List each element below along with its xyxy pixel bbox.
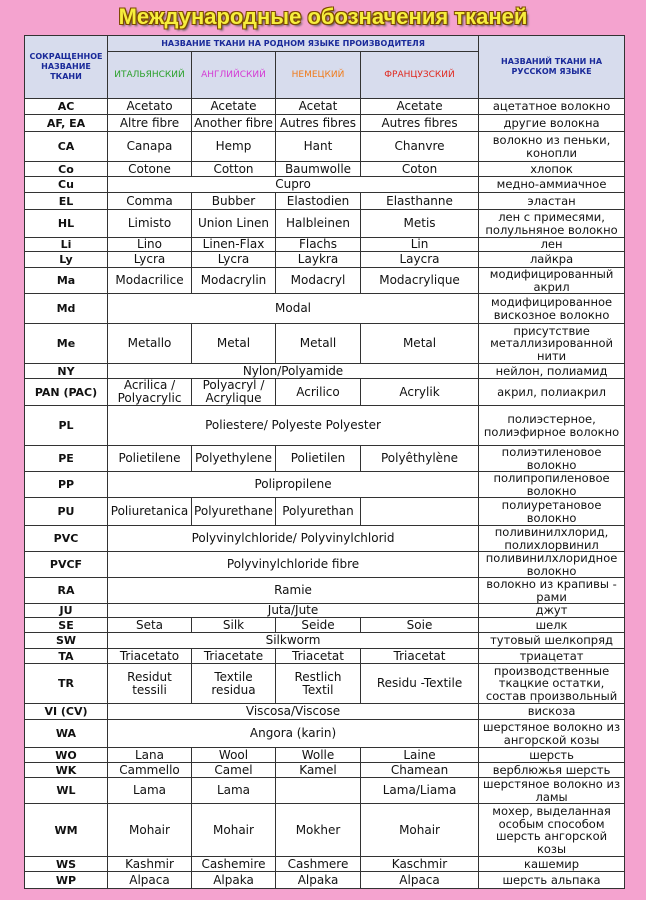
code-cell: WM <box>25 804 108 857</box>
russian-cell: присутствие металлизированной нити <box>479 324 625 364</box>
table-row <box>25 324 625 364</box>
italian-cell: Mohair <box>108 804 192 857</box>
german-cell: Autres fibres <box>276 115 361 132</box>
table-row <box>25 132 625 162</box>
german-cell: Seide <box>276 618 361 633</box>
russian-cell: полиэтиленовое волокно <box>479 446 625 472</box>
header-english: АНГЛИЙСКИЙ <box>192 52 276 99</box>
italian-cell: Residut tessili <box>108 664 192 704</box>
name-span-cell: Polipropilene <box>108 472 479 498</box>
russian-cell: акрил, полиакрил <box>479 379 625 406</box>
russian-cell: шерстяное волокно из ламы <box>479 778 625 804</box>
table-row <box>25 664 625 704</box>
table-row <box>25 115 625 132</box>
table-row <box>25 238 625 252</box>
table-row <box>25 193 625 210</box>
russian-cell: модифицированный акрил <box>479 268 625 294</box>
code-cell: JU <box>25 604 108 618</box>
italian-cell: Comma <box>108 193 192 210</box>
german-cell: Polyurethan <box>276 498 361 526</box>
table-row <box>25 498 625 526</box>
table-row <box>25 633 625 649</box>
russian-cell: другие волокна <box>479 115 625 132</box>
name-span-cell: Nylon/Polyamide <box>108 364 479 379</box>
code-cell: SW <box>25 633 108 649</box>
russian-cell: шелк <box>479 618 625 633</box>
russian-cell: джут <box>479 604 625 618</box>
english-cell: Hemp <box>192 132 276 162</box>
code-cell: Ly <box>25 252 108 268</box>
italian-cell: Lana <box>108 748 192 763</box>
french-cell: Metis <box>361 210 479 238</box>
page-title: Международные обозначения тканей <box>118 4 528 29</box>
code-cell: PL <box>25 406 108 446</box>
italian-cell: Limisto <box>108 210 192 238</box>
table-row <box>25 578 625 604</box>
english-cell: Wool <box>192 748 276 763</box>
french-cell: Lin <box>361 238 479 252</box>
french-cell: Laycra <box>361 252 479 268</box>
german-cell: Cashmere <box>276 857 361 872</box>
italian-cell: Modacrilice <box>108 268 192 294</box>
table-row <box>25 763 625 778</box>
code-cell: AF, EA <box>25 115 108 132</box>
italian-cell: Metallo <box>108 324 192 364</box>
table-row <box>25 857 625 872</box>
russian-cell: волокно из пеньки, конопли <box>479 132 625 162</box>
code-cell: PE <box>25 446 108 472</box>
english-cell: Triacetate <box>192 649 276 664</box>
italian-cell: Seta <box>108 618 192 633</box>
english-cell: Cotton <box>192 162 276 177</box>
english-cell: Polyacryl / Acrylique <box>192 379 276 406</box>
french-cell: Kaschmir <box>361 857 479 872</box>
italian-cell: Canapa <box>108 132 192 162</box>
german-cell: Elastodien <box>276 193 361 210</box>
russian-cell: поливинилхлорид, полихлорвинил <box>479 526 625 552</box>
russian-cell: вискоза <box>479 704 625 720</box>
russian-cell: ацетатное волокно <box>479 99 625 115</box>
russian-cell: шерстяное волокно из ангорской козы <box>479 720 625 748</box>
italian-cell: Alpaca <box>108 872 192 889</box>
table-row <box>25 379 625 406</box>
table-row <box>25 720 625 748</box>
russian-cell: нейлон, полиамид <box>479 364 625 379</box>
table-row <box>25 210 625 238</box>
name-span-cell: Polyvinylchloride/ Polyvinylchlorid <box>108 526 479 552</box>
german-cell: Modacryl <box>276 268 361 294</box>
english-cell: Alpaka <box>192 872 276 889</box>
russian-cell: тутовый шелкопряд <box>479 633 625 649</box>
german-cell <box>276 778 361 804</box>
french-cell: Acetate <box>361 99 479 115</box>
italian-cell: Lycra <box>108 252 192 268</box>
german-cell: Acrilico <box>276 379 361 406</box>
italian-cell: Triacetato <box>108 649 192 664</box>
table-row <box>25 364 625 379</box>
table-row <box>25 252 625 268</box>
english-cell: Acetate <box>192 99 276 115</box>
name-span-cell: Polyvinylchloride fibre <box>108 552 479 578</box>
name-span-cell: Juta/Jute <box>108 604 479 618</box>
table-row <box>25 177 625 193</box>
german-cell: Flachs <box>276 238 361 252</box>
header-french: ФРАНЦУЗСКИЙ <box>361 52 479 99</box>
french-cell: Acrylik <box>361 379 479 406</box>
german-cell: Restlich Textil <box>276 664 361 704</box>
german-cell: Hant <box>276 132 361 162</box>
code-cell: TA <box>25 649 108 664</box>
code-cell: WP <box>25 872 108 889</box>
name-span-cell: Modal <box>108 294 479 324</box>
russian-cell: лайкра <box>479 252 625 268</box>
german-cell: Wolle <box>276 748 361 763</box>
code-cell: PAN (PAC) <box>25 379 108 406</box>
german-cell: Halbleinen <box>276 210 361 238</box>
italian-cell: Cotone <box>108 162 192 177</box>
english-cell: Textile residua <box>192 664 276 704</box>
russian-cell: мохер, выделанная особым способом шерсть ангорской козы <box>479 804 625 857</box>
table-row <box>25 804 625 857</box>
name-span-cell: Cupro <box>108 177 479 193</box>
code-cell: SE <box>25 618 108 633</box>
french-cell: Autres fibres <box>361 115 479 132</box>
german-cell: Triacetat <box>276 649 361 664</box>
french-cell: Chamean <box>361 763 479 778</box>
french-cell: Residu -Textile <box>361 664 479 704</box>
french-cell: Mohair <box>361 804 479 857</box>
code-cell: PVC <box>25 526 108 552</box>
english-cell: Linen-Flax <box>192 238 276 252</box>
table-row <box>25 268 625 294</box>
english-cell: Lycra <box>192 252 276 268</box>
german-cell: Baumwolle <box>276 162 361 177</box>
name-span-cell: Poliestere/ Polyeste Polyester <box>108 406 479 446</box>
code-cell: PVCF <box>25 552 108 578</box>
name-span-cell: Silkworm <box>108 633 479 649</box>
french-cell: Elasthanne <box>361 193 479 210</box>
english-cell: Lama <box>192 778 276 804</box>
english-cell: Modacrylin <box>192 268 276 294</box>
table-row <box>25 704 625 720</box>
table-row <box>25 872 625 889</box>
code-cell: CA <box>25 132 108 162</box>
name-span-cell: Viscosa/Viscose <box>108 704 479 720</box>
russian-cell: поливинилхлоридное волокно <box>479 552 625 578</box>
header-russian-name: НАЗВАНИЙ ТКАНИ НА РУССКОМ ЯЗЫКЕ <box>479 36 625 99</box>
french-cell: Soie <box>361 618 479 633</box>
italian-cell: Polietilene <box>108 446 192 472</box>
header-abbreviation: СОКРАЩЕННОЕ НАЗВАНИЕ ТКАНИ <box>25 36 108 99</box>
code-cell: AC <box>25 99 108 115</box>
table-row <box>25 604 625 618</box>
code-cell: WS <box>25 857 108 872</box>
code-cell: Co <box>25 162 108 177</box>
header-native-name: НАЗВАНИЕ ТКАНИ НА РОДНОМ ЯЗЫКЕ ПРОИЗВОДИТЕЛЯ <box>108 36 479 52</box>
russian-cell: шерсть <box>479 748 625 763</box>
header-italian: ИТАЛЬЯНСКИЙ <box>108 52 192 99</box>
table-row <box>25 748 625 763</box>
italian-cell: Acrilica / Polyacrylic <box>108 379 192 406</box>
french-cell: Lama/Liama <box>361 778 479 804</box>
german-cell: Polietilen <box>276 446 361 472</box>
italian-cell: Acetato <box>108 99 192 115</box>
code-cell: PU <box>25 498 108 526</box>
russian-cell: медно-аммиачное <box>479 177 625 193</box>
table-row <box>25 618 625 633</box>
french-cell: Chanvre <box>361 132 479 162</box>
russian-cell: триацетат <box>479 649 625 664</box>
code-cell: Li <box>25 238 108 252</box>
code-cell: RA <box>25 578 108 604</box>
russian-cell: полипропиленовое волокно <box>479 472 625 498</box>
code-cell: HL <box>25 210 108 238</box>
french-cell: Metal <box>361 324 479 364</box>
table-row <box>25 162 625 177</box>
russian-cell: полиэстерное, полиэфирное волокно <box>479 406 625 446</box>
english-cell: Camel <box>192 763 276 778</box>
header-german: НЕМЕЦКИЙ <box>276 52 361 99</box>
french-cell: Laine <box>361 748 479 763</box>
table-row <box>25 552 625 578</box>
english-cell: Polyethylene <box>192 446 276 472</box>
code-cell: Ma <box>25 268 108 294</box>
code-cell: Md <box>25 294 108 324</box>
russian-cell: хлопок <box>479 162 625 177</box>
german-cell: Metall <box>276 324 361 364</box>
code-cell: NY <box>25 364 108 379</box>
french-cell: Coton <box>361 162 479 177</box>
code-cell: Me <box>25 324 108 364</box>
russian-cell: лен с примесями, полульняное волокно <box>479 210 625 238</box>
name-span-cell: Angora (karin) <box>108 720 479 748</box>
english-cell: Polyurethane <box>192 498 276 526</box>
code-cell: WL <box>25 778 108 804</box>
english-cell: Metal <box>192 324 276 364</box>
table-row <box>25 446 625 472</box>
french-cell: Triacetat <box>361 649 479 664</box>
french-cell: Modacrylique <box>361 268 479 294</box>
russian-cell: лен <box>479 238 625 252</box>
english-cell: Cashemire <box>192 857 276 872</box>
french-cell: Alpaca <box>361 872 479 889</box>
italian-cell: Cammello <box>108 763 192 778</box>
english-cell: Union Linen <box>192 210 276 238</box>
table-row <box>25 472 625 498</box>
russian-cell: кашемир <box>479 857 625 872</box>
table-row <box>25 294 625 324</box>
code-cell: EL <box>25 193 108 210</box>
german-cell: Laykra <box>276 252 361 268</box>
italian-cell: Lino <box>108 238 192 252</box>
code-cell: WK <box>25 763 108 778</box>
table-row <box>25 99 625 115</box>
russian-cell: волокно из крапивы - рами <box>479 578 625 604</box>
code-cell: WO <box>25 748 108 763</box>
french-cell <box>361 498 479 526</box>
italian-cell: Lama <box>108 778 192 804</box>
table-row <box>25 649 625 664</box>
russian-cell: эластан <box>479 193 625 210</box>
code-cell: TR <box>25 664 108 704</box>
russian-cell: полиуретановое волокно <box>479 498 625 526</box>
german-cell: Acetat <box>276 99 361 115</box>
code-cell: WA <box>25 720 108 748</box>
italian-cell: Altre fibre <box>108 115 192 132</box>
german-cell: Mokher <box>276 804 361 857</box>
code-cell: PP <box>25 472 108 498</box>
english-cell: Another fibre <box>192 115 276 132</box>
german-cell: Alpaka <box>276 872 361 889</box>
german-cell: Kamel <box>276 763 361 778</box>
fabric-table <box>24 35 625 889</box>
english-cell: Bubber <box>192 193 276 210</box>
russian-cell: верблюжья шерсть <box>479 763 625 778</box>
name-span-cell: Ramie <box>108 578 479 604</box>
table-row <box>25 778 625 804</box>
table-row <box>25 406 625 446</box>
table-body <box>25 99 625 889</box>
russian-cell: модифицированное вискозное волокно <box>479 294 625 324</box>
italian-cell: Poliuretanica <box>108 498 192 526</box>
italian-cell: Kashmir <box>108 857 192 872</box>
english-cell: Mohair <box>192 804 276 857</box>
code-cell: VI (CV) <box>25 704 108 720</box>
french-cell: Polyêthylène <box>361 446 479 472</box>
table-row <box>25 526 625 552</box>
english-cell: Silk <box>192 618 276 633</box>
code-cell: Cu <box>25 177 108 193</box>
russian-cell: производственные ткацкие остатки, состав произвольный <box>479 664 625 704</box>
russian-cell: шерсть альпака <box>479 872 625 889</box>
